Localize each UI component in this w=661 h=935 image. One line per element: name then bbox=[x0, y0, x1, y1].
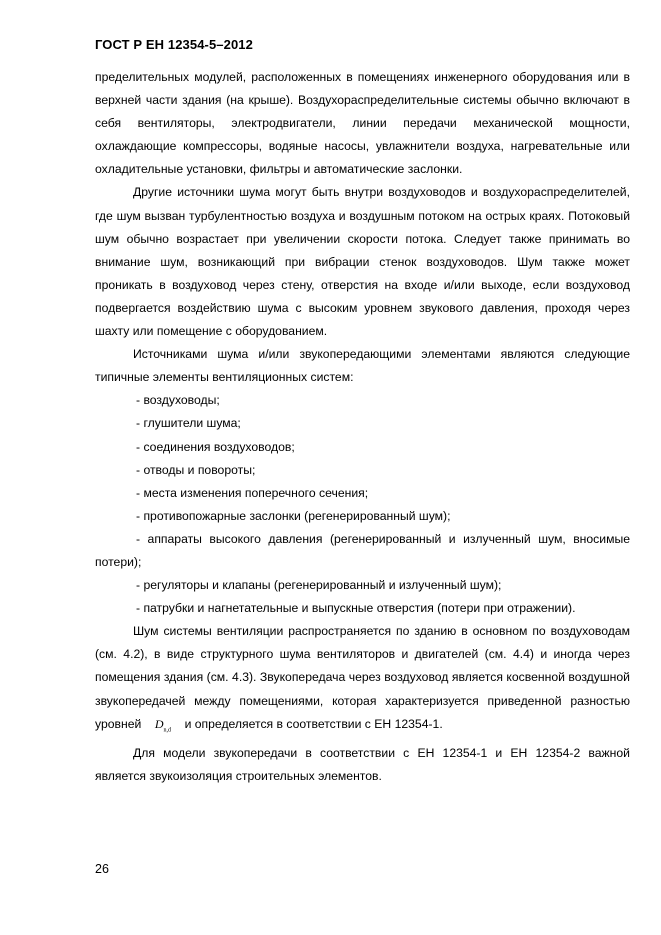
symbol-subscript: n,d bbox=[163, 727, 172, 734]
list-item: - регуляторы и клапаны (регенерированный и излученный шум); bbox=[136, 578, 502, 593]
list-item: - места изменения поперечного сечения; bbox=[136, 485, 369, 500]
page-number: 26 bbox=[95, 862, 109, 876]
paragraph-noise-sources: Другие источники шума могут быть внутри воздуховодов и воздухораспределителей, где шум вызван турбулентностью воздуха и воздушным потоком на острых краях. Потоковый шум обычно возрастает при увеличении скорости потока. Следует также принимать во внимание шум, возникающий при вибрации стенок воздуховодов. Шум также может проникать в воздуховод через стену, отверстия на входе и/или выходе, если воздуховод подвергается воздействию шума с высоким уровнем звукового давления, проходя через шахту или помещение с оборудованием. bbox=[95, 185, 630, 339]
paragraph-continuation: пределительных модулей, расположенных в помещениях инженерного оборудования или в верхней части здания (на крыше). Воздухораспределительные системы обычно включают в себя вентиляторы, электродвигатели, линии передачи механической мощности, охлаждающие компрессоры, водяные насосы, увлажнители воздуха, нагревательные или охладительные установки, фильтры и автоматические заслонки. bbox=[95, 70, 630, 177]
list-item: - воздуховоды; bbox=[136, 393, 220, 408]
paragraph-model: Для модели звукопередачи в соответствии с ЕН 12354-1 и ЕН 12354-2 важной является звукоизоляция строительных элементов. bbox=[95, 746, 630, 784]
list-item: - отводы и повороты; bbox=[136, 462, 256, 477]
symbol-main: D bbox=[154, 716, 164, 731]
list-item: - соединения воздуховодов; bbox=[136, 439, 295, 454]
paragraph-propagation-tail: и определяется в соответствии с ЕН 12354-1. bbox=[184, 716, 443, 731]
list-item: - глушители шума; bbox=[136, 416, 241, 431]
document-body bbox=[95, 66, 630, 788]
list-item: - аппараты высокого давления (регенерированный и излученный шум, вносимые потери); bbox=[95, 531, 630, 569]
document-header: ГОСТ Р ЕН 12354-5–2012 bbox=[95, 37, 253, 52]
level-difference-symbol bbox=[154, 716, 172, 734]
list-item: - патрубки и нагнетательные и выпускные отверстия (потери при отражении). bbox=[136, 601, 576, 616]
list-item: - противопожарные заслонки (регенерированный шум); bbox=[136, 508, 451, 523]
paragraph-propagation-text: Шум системы вентиляции распространяется по зданию в основном по воздуховодам (см. 4.2), в виде структурного шума вентиляторов и двигателей (см. 4.4) и иногда через помещения здания (см. 4.3). Звукопередача через воздуховод является косвенной воздушной звукопередачей между помещениями, которая характеризуется приведенной разностью уровней bbox=[95, 624, 630, 731]
paragraph-propagation bbox=[95, 620, 630, 742]
paragraph-list-intro: Источниками шума и/или звукопередающими элементами являются следующие типичные элементы вентиляционных систем: bbox=[95, 347, 630, 385]
